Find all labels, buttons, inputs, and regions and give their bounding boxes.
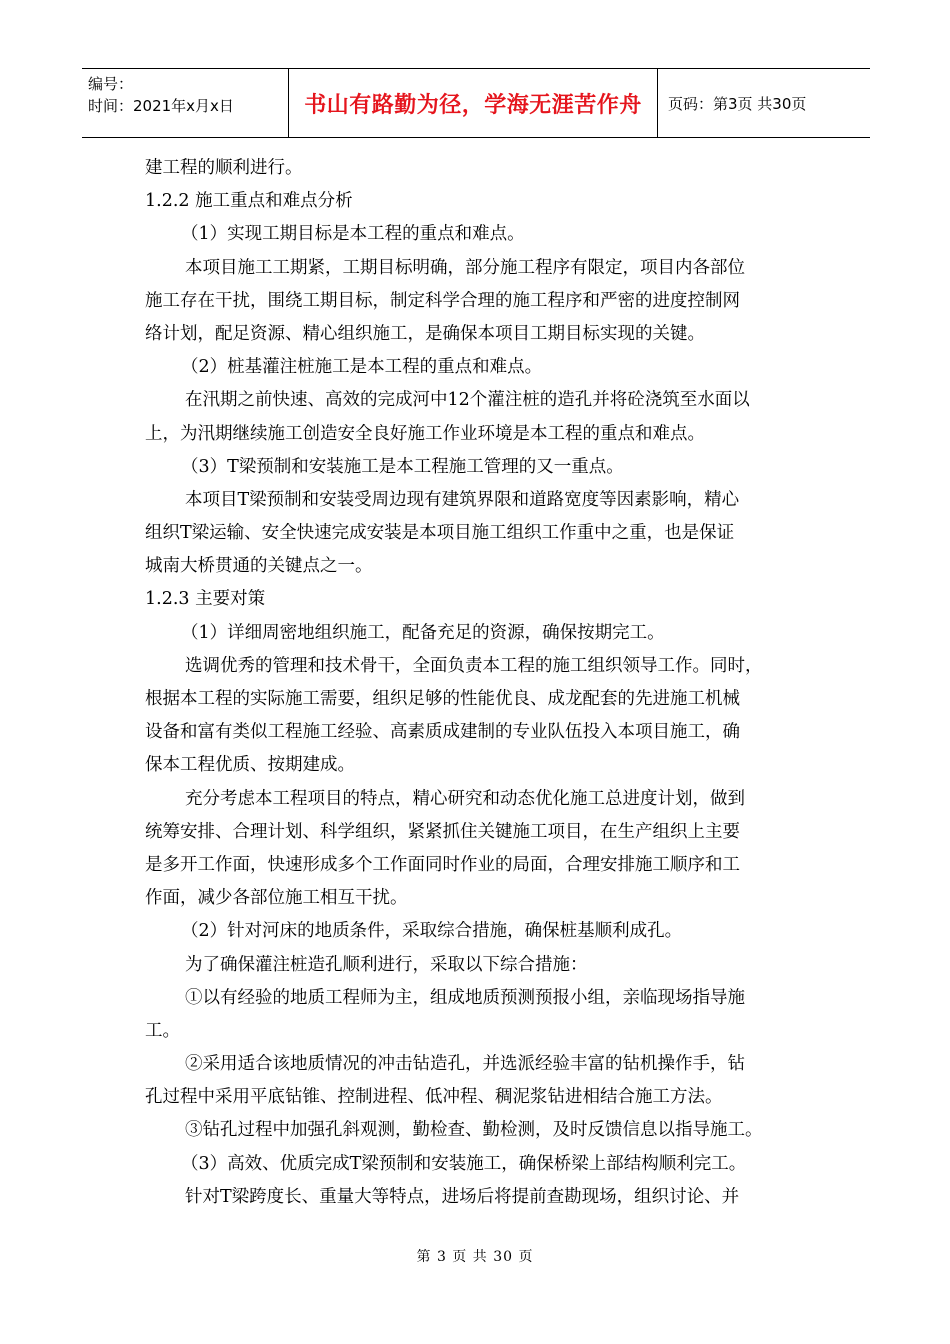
document-body	[145, 152, 805, 1214]
text-line: 在汛期之前快速、高效的完成河中12个灌注桩的造孔并将砼浇筑至水面以	[185, 390, 750, 411]
text-line: 选调优秀的管理和技术骨干，全面负责本工程的施工组织领导工作。同时，	[185, 655, 763, 676]
subsection-heading: （3）T梁预制和安装施工是本工程施工管理的又一重点。	[181, 456, 624, 477]
subsection-heading: （2）桩基灌注桩施工是本工程的重点和难点。	[181, 357, 543, 378]
page-footer: 第 3 页 共 30 页	[416, 1249, 534, 1265]
header-page-info: 页码：第3页 共30页	[668, 94, 807, 113]
header-motto: 书山有路勤为径，学海无涯苦作舟	[289, 69, 658, 137]
header-meta	[82, 69, 289, 137]
text-line: 针对T梁跨度长、重量大等特点，进场后将提前查勘现场，组织讨论、并	[185, 1186, 740, 1207]
text-line: 工。	[145, 1020, 180, 1041]
subsection-heading: （1）详细周密地组织施工，配备充足的资源，确保按期完工。	[181, 622, 665, 643]
subsection-heading: （3）高效、优质完成T梁预制和安装施工，确保桥梁上部结构顺利完工。	[181, 1153, 747, 1174]
text-line: 保本工程优质、按期建成。	[145, 755, 355, 776]
text-line: 组织T梁运输、安全快速完成安装是本项目施工组织工作重中之重，也是保证	[145, 523, 735, 544]
page-header	[82, 68, 870, 138]
text-line: 设备和富有类似工程施工经验、高素质成建制的专业队伍投入本项目施工，确	[145, 722, 740, 743]
text-line: 是多开工作面，快速形成多个工作面同时作业的局面，合理安排施工顺序和工	[145, 854, 740, 875]
document-number-label: 编号：	[88, 75, 134, 93]
text-line: 建工程的顺利进行。	[145, 158, 303, 178]
text-line: 孔过程中采用平底钻锥、控制进程、低冲程、稠泥浆钻进相结合施工方法。	[145, 1087, 723, 1108]
text-line: 城南大桥贯通的关键点之一。	[145, 556, 373, 577]
text-line: 络计划，配足资源、精心组织施工，是确保本项目工期目标实现的关键。	[145, 323, 705, 344]
list-item: ①以有经验的地质工程师为主，组成地质预测预报小组，亲临现场指导施	[185, 987, 745, 1008]
section-heading: 1.2.3 主要对策	[145, 589, 266, 610]
text-line: 为了确保灌注桩造孔顺利进行，采取以下综合措施：	[185, 954, 588, 975]
text-line: 本项目T梁预制和安装受周边现有建筑界限和道路宽度等因素影响，精心	[185, 489, 740, 510]
text-line: 上，为汛期继续施工创造安全良好施工作业环境是本工程的重点和难点。	[145, 423, 705, 444]
text-line: 作面，减少各部位施工相互干扰。	[145, 888, 408, 909]
list-item: ②采用适合该地质情况的冲击钻造孔，并选派经验丰富的钻机操作手，钻	[185, 1054, 745, 1075]
subsection-heading: （2）针对河床的地质条件，采取综合措施，确保桩基顺利成孔。	[181, 921, 683, 942]
text-line: 充分考虑本工程项目的特点，精心研究和动态优化施工总进度计划，做到	[185, 788, 745, 809]
text-line: 本项目施工工期紧，工期目标明确，部分施工程序有限定，项目内各部位	[185, 257, 745, 278]
text-line: 统筹安排、合理计划、科学组织，紧紧抓住关键施工项目，在生产组织上主要	[145, 821, 740, 842]
document-date: 时间：2021年x月x日	[88, 97, 234, 115]
section-heading: 1.2.2 施工重点和难点分析	[145, 191, 353, 212]
text-line: 根据本工程的实际施工需要，组织足够的性能优良、成龙配套的先进施工机械	[145, 689, 740, 709]
text-line: 施工存在干扰，围绕工期目标，制定科学合理的施工程序和严密的进度控制网	[145, 290, 740, 311]
subsection-heading: （1）实现工期目标是本工程的重点和难点。	[181, 224, 525, 245]
list-item: ③钻孔过程中加强孔斜观测，勤检查、勤检测，及时反馈信息以指导施工。	[185, 1120, 763, 1141]
